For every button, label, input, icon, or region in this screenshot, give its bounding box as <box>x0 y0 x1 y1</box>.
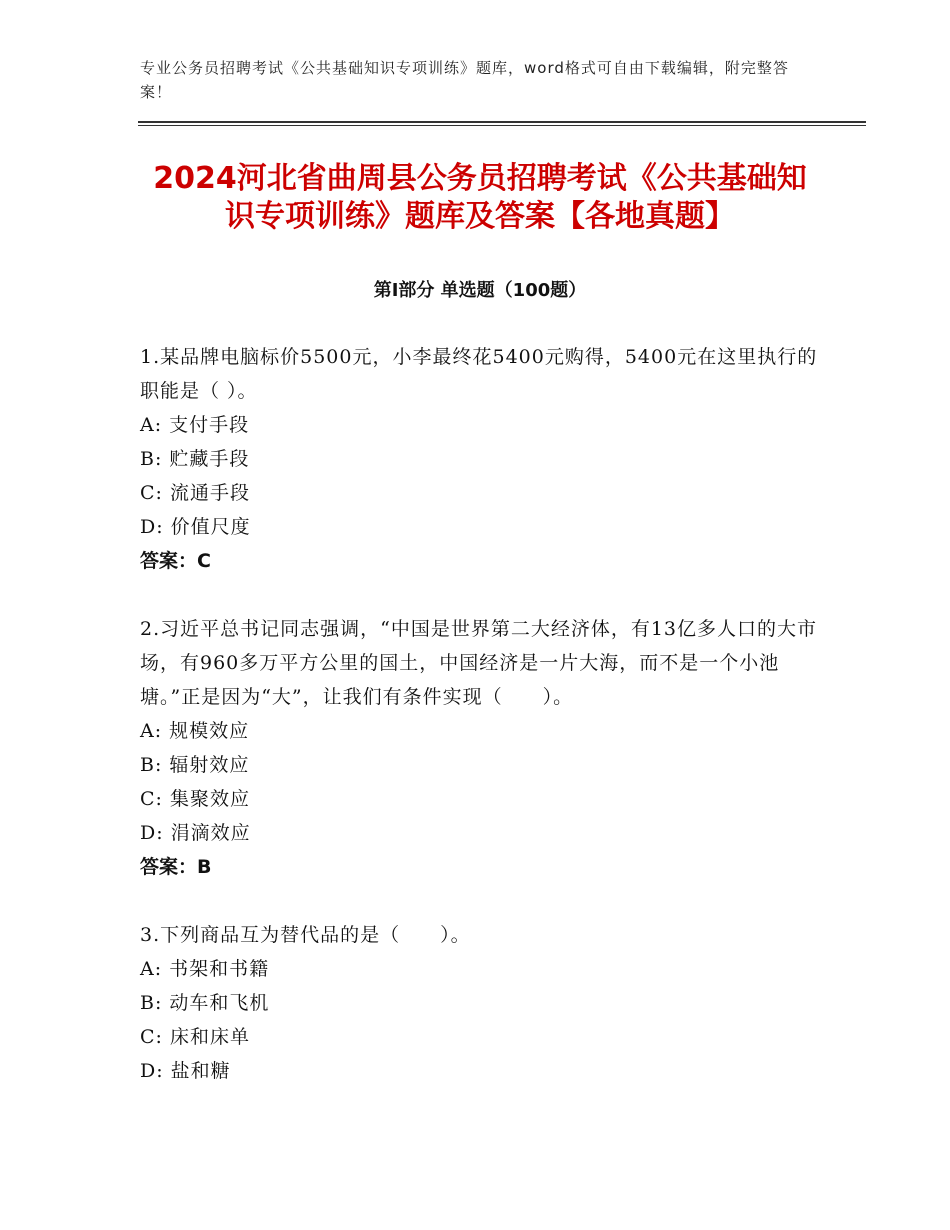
document-title: 2024河北省曲周县公务员招聘考试《公共基础知识专项训练》题库及答案【各地真题】 <box>153 161 807 234</box>
header-rule-thick <box>138 121 866 123</box>
question-1 <box>140 340 820 578</box>
option-d: D: 盐和糖 <box>140 1060 231 1082</box>
option-c: C: 集聚效应 <box>140 788 250 810</box>
option-b: B: 辐射效应 <box>140 754 250 776</box>
option-d: D: 价值尺度 <box>140 516 251 538</box>
option-c: C: 床和床单 <box>140 1026 250 1048</box>
option-a: A: 规模效应 <box>140 720 250 742</box>
question-3 <box>140 918 820 1088</box>
section-title: 第Ⅰ部分 单选题（100题） <box>373 280 587 301</box>
option-a: A: 书架和书籍 <box>140 958 270 980</box>
question-list <box>140 340 820 1122</box>
question-2 <box>140 612 820 884</box>
question-stem: 3.下列商品互为替代品的是（ ）。 <box>140 924 471 946</box>
header-rule-thin <box>138 125 866 126</box>
question-stem: 2.习近平总书记同志强调，“中国是世界第二大经济体，有13亿多人口的大市场，有960多万平方公里的国土，中国经济是一片大海，而不是一个小池塘。”正是因为“大”，让我们有条件实现（ ）。 <box>140 618 818 708</box>
option-b: B: 贮藏手段 <box>140 448 250 470</box>
answer: 答案：B <box>140 856 212 878</box>
header-note: 专业公务员招聘考试《公共基础知识专项训练》题库，word格式可自由下载编辑，附完整答案！ <box>140 59 789 101</box>
answer: 答案：C <box>140 550 211 572</box>
option-a: A: 支付手段 <box>140 414 250 436</box>
option-c: C: 流通手段 <box>140 482 250 504</box>
question-stem: 1.某品牌电脑标价5500元，小李最终花5400元购得，5400元在这里执行的职能是（ ）。 <box>140 346 818 402</box>
option-d: D: 涓滴效应 <box>140 822 251 844</box>
option-b: B: 动车和飞机 <box>140 992 270 1014</box>
